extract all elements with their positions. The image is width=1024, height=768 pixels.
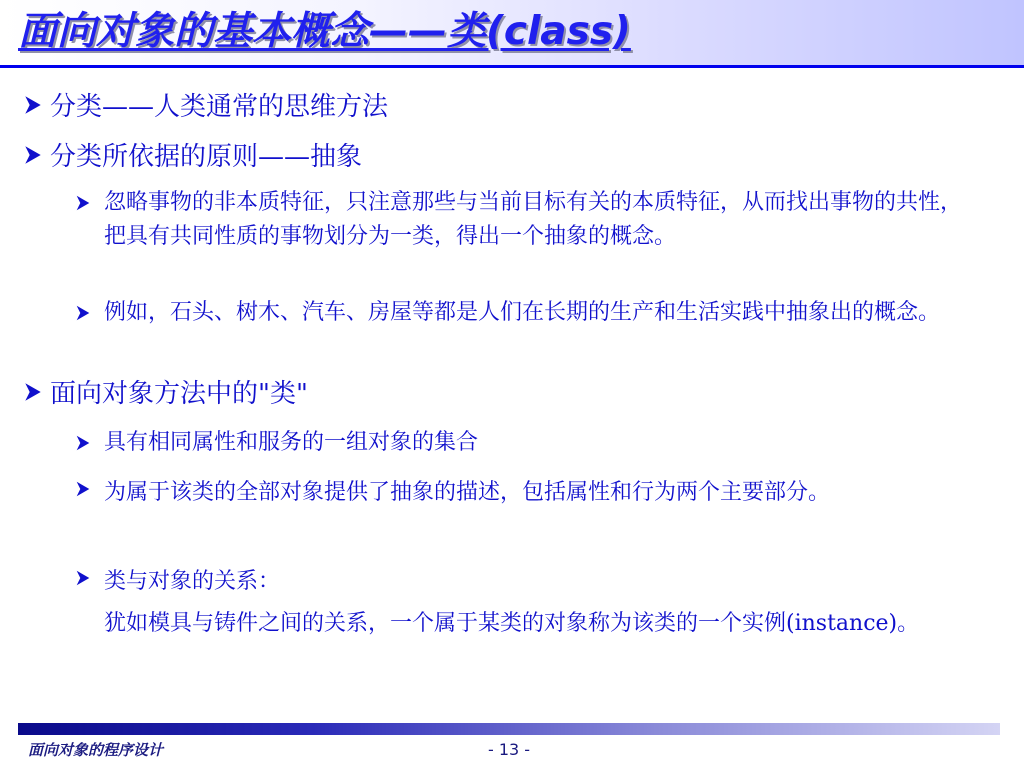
sub-bullet-item	[74, 296, 974, 330]
sub-bullet-continuation: 犹如模具与铸件之间的关系，一个属于某类的对象称为该类的一个实例(instance)。	[104, 611, 920, 636]
bullet-item	[22, 140, 362, 174]
bullet-item	[22, 377, 308, 411]
sub-bullet-item	[74, 561, 974, 645]
bullet-text: 分类——人类通常的思维方法	[50, 92, 389, 122]
sub-bullet-text: 例如，石头、树木、汽车、房屋等都是人们在长期的生产和生活实践中抽象出的概念。	[104, 300, 941, 325]
arrowhead-bullet-icon	[22, 144, 44, 166]
arrowhead-bullet-icon	[74, 480, 92, 498]
arrowhead-bullet-icon	[74, 434, 92, 452]
page-number: - 13 -	[488, 740, 531, 759]
arrowhead-bullet-icon	[22, 94, 44, 116]
bullet-text: 面向对象方法中的"类"	[50, 379, 308, 409]
arrowhead-bullet-icon	[74, 194, 92, 212]
sub-bullet-item	[74, 426, 974, 460]
sub-bullet-text: 忽略事物的非本质特征，只注意那些与当前目标有关的本质特征，从而找出事物的共性，把具有共同性质的事物划分为一类，得出一个抽象的概念。	[104, 190, 963, 249]
arrowhead-bullet-icon	[74, 304, 92, 322]
footer-course-title: 面向对象的程序设计	[28, 741, 164, 759]
arrowhead-bullet-icon	[74, 569, 92, 587]
bullet-text: 分类所依据的原则——抽象	[50, 142, 363, 172]
sub-bullet-text: 具有相同属性和服务的一组对象的集合	[104, 430, 479, 455]
slide-title: 面向对象的基本概念——类(class)	[18, 9, 631, 54]
sub-bullet-text: 类与对象的关系：	[104, 569, 281, 594]
bullet-item	[22, 90, 388, 124]
arrowhead-bullet-icon	[22, 381, 44, 403]
sub-bullet-text: 为属于该类的全部对象提供了抽象的描述，包括属性和行为两个主要部分。	[104, 480, 831, 505]
sub-bullet-item	[74, 472, 974, 514]
sub-bullet-item	[74, 186, 974, 254]
footer-bar	[18, 723, 1000, 735]
